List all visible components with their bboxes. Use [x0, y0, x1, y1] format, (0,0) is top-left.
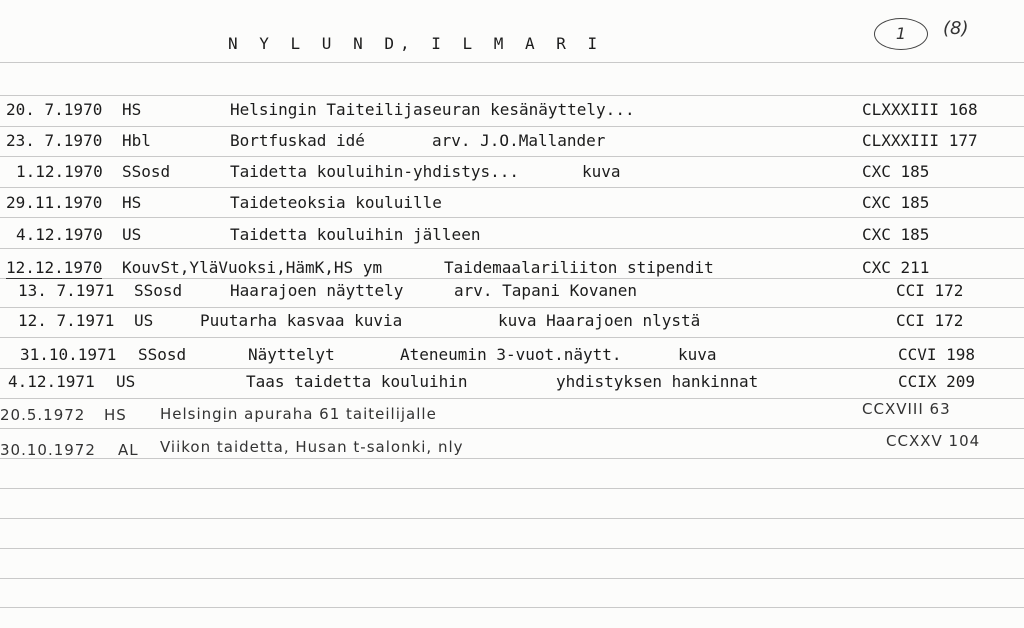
entry-title: Haarajoen näyttely — [230, 281, 404, 300]
entry-title: Taas taidetta kouluihin — [246, 372, 468, 391]
entry-source: SSosd — [122, 162, 171, 181]
entry-ref: CXC 211 — [862, 258, 930, 277]
entry-title: Bortfuskad idé — [230, 131, 365, 150]
entry-note: yhdistyksen hankinnat — [556, 372, 759, 391]
entry-date: 12.12.1970 — [6, 258, 103, 277]
entry-title: Taideteoksia kouluille — [230, 193, 442, 212]
entry-source: Hbl — [122, 131, 151, 150]
entry-note: kuva Haarajoen nlystä — [498, 311, 701, 330]
card-rule — [0, 548, 1024, 549]
entry-ref: CCXVIII 63 — [862, 400, 951, 418]
entry-date: 20. 7.1970 — [6, 100, 103, 119]
card-rule — [0, 248, 1024, 249]
card-rule — [0, 518, 1024, 519]
entry-date: 13. 7.1971 — [18, 281, 115, 300]
entry-title: Puutarha kasvaa kuvia — [200, 311, 403, 330]
card-rule — [0, 488, 1024, 489]
card-rule — [0, 368, 1024, 369]
entry-source: AL — [118, 441, 139, 459]
entry-date: 4.12.1970 — [16, 225, 103, 244]
card-total: (8) — [943, 18, 969, 39]
card-rule — [0, 95, 1024, 96]
entry-note: Ateneumin 3-vuot.näytt. — [400, 345, 622, 364]
entry-note: arv. Tapani Kovanen — [454, 281, 638, 300]
entry-ref: CCI 172 — [896, 281, 964, 300]
entry-source: HS — [122, 193, 142, 212]
entry-date: 30.10.1972 — [0, 441, 96, 459]
entry-title: Viikon taidetta, Husan t-salonki, nly — [160, 438, 464, 456]
card-rule — [0, 607, 1024, 608]
entry-source: KouvSt,YläVuoksi,HämK,HS ym — [122, 258, 383, 277]
card-rule — [0, 307, 1024, 308]
card-title: N Y L U N D, I L M A R I — [228, 34, 604, 53]
card-rule — [0, 187, 1024, 188]
entry-title: Taidetta kouluihin jälleen — [230, 225, 481, 244]
entry-date: 29.11.1970 — [6, 193, 103, 212]
card-rule — [0, 337, 1024, 338]
card-number: 1 — [874, 18, 928, 50]
entry-title: Helsingin Taiteilijaseuran kesänäyttely... — [230, 100, 635, 119]
entry-date: 1.12.1970 — [16, 162, 103, 181]
entry-title: Taidemaalariliiton stipendit — [444, 258, 714, 277]
entry-date: 20.5.1972 — [0, 406, 86, 424]
entry-date: 31.10.1971 — [20, 345, 117, 364]
card-rule — [0, 428, 1024, 429]
entry-source: US — [116, 372, 136, 391]
entry-ref: CXC 185 — [862, 193, 930, 212]
card-rule — [0, 278, 1024, 279]
entry-ref: CLXXXIII 177 — [862, 131, 978, 150]
card-rule — [0, 62, 1024, 63]
card-rule — [0, 156, 1024, 157]
entry-title: Helsingin apuraha 61 taiteilijalle — [160, 405, 437, 423]
card-rule — [0, 217, 1024, 218]
entry-source: HS — [122, 100, 142, 119]
entry-source: US — [134, 311, 154, 330]
entry-ref: CLXXXIII 168 — [862, 100, 978, 119]
entry-ref: CCVI 198 — [898, 345, 976, 364]
entry-note: arv. J.O.Mallander — [432, 131, 606, 150]
entry-source: SSosd — [138, 345, 187, 364]
entry-title: Näyttelyt — [248, 345, 335, 364]
entry-source: SSosd — [134, 281, 183, 300]
card-rule — [0, 398, 1024, 399]
card-rule — [0, 578, 1024, 579]
entry-source: HS — [104, 406, 127, 424]
entry-note: kuva — [582, 162, 621, 181]
entry-date: 4.12.1971 — [8, 372, 95, 391]
entry-title: Taidetta kouluihin-yhdistys... — [230, 162, 519, 181]
entry-extra: kuva — [678, 345, 717, 364]
entry-ref: CCXXV 104 — [886, 432, 981, 450]
entry-ref: CCIX 209 — [898, 372, 976, 391]
entry-date: 12. 7.1971 — [18, 311, 115, 330]
entry-ref: CCI 172 — [896, 311, 964, 330]
entry-date: 23. 7.1970 — [6, 131, 103, 150]
entry-source: US — [122, 225, 142, 244]
entry-ref: CXC 185 — [862, 225, 930, 244]
entry-ref: CXC 185 — [862, 162, 930, 181]
card-rule — [0, 458, 1024, 459]
card-rule — [0, 126, 1024, 127]
